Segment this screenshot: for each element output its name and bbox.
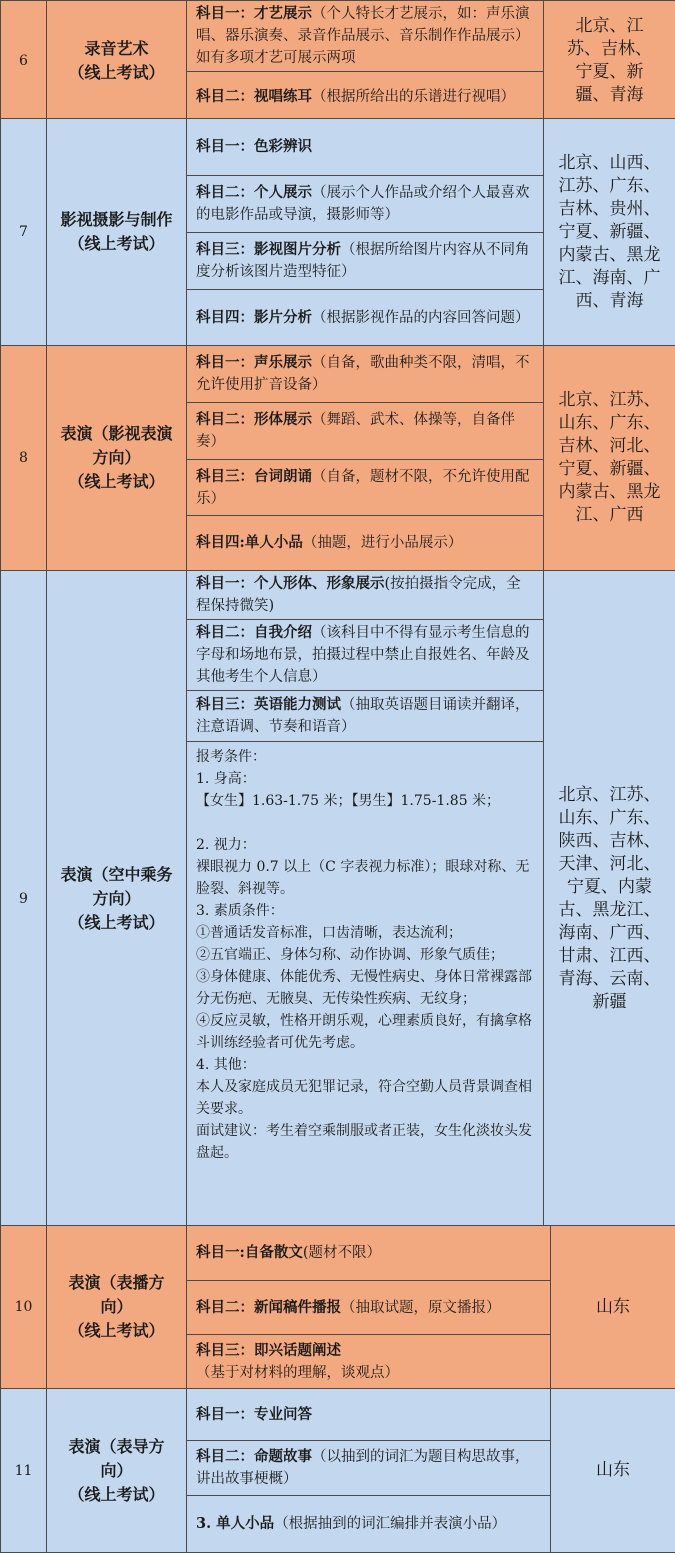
regions-cell [544, 1, 675, 122]
subject-title: 科目一：声乐展示 [196, 354, 312, 371]
subject-cell [187, 119, 544, 176]
major-name-line: （线上考试） [47, 470, 186, 494]
subject-desc: （根据抽到的词汇编排并表演小品） [274, 1516, 506, 1532]
subject-cell [187, 1281, 551, 1335]
subject-desc: （根据所给出的乐谱进行视唱） [312, 89, 515, 105]
subject-desc: （抽题，进行小品展示） [303, 535, 463, 551]
subject-desc: （抽取英语题目诵读并翻译，注意语调、节奏和语音） [196, 697, 530, 735]
subject-desc: （根据影视作品的内容回答问题） [312, 310, 530, 326]
subject-cell [187, 1389, 551, 1441]
regions-cell [551, 1226, 675, 1389]
major-name [47, 346, 187, 571]
subject-title: 科目三：英语能力测试 [196, 696, 341, 713]
major-name-line: （线上考试） [47, 1483, 186, 1507]
row-number: 7 [1, 119, 47, 346]
major-name [47, 119, 187, 346]
subject-cell [187, 290, 544, 346]
major-name-line: （线上考试） [47, 232, 186, 256]
subject-desc: （展示个人作品或介绍个人最喜欢的电影作品或导演，摄影师等） [196, 185, 530, 223]
exam-row-10 [0, 1225, 675, 1389]
requirements-line: 本人及家庭成员无犯罪记录，符合空勤人员背景调查相关要求。 [196, 1076, 534, 1120]
requirements-line: ④反应灵敏，性格开朗乐观，心理素质良好，有擒拿格斗训练经验者可优先考虑。 [196, 1010, 534, 1054]
requirements-line: 裸眼视力 0.7 以上（C 字表视力标准）；眼球对称、无脸裂、斜视等。 [196, 856, 534, 900]
subject-cell [187, 1, 544, 72]
row-number: 9 [1, 571, 47, 1228]
row-number: 8 [1, 346, 47, 571]
major-name [47, 1, 187, 122]
requirements-line: ①普通话发音标准，口齿清晰，表达流利； [196, 922, 534, 944]
subject-title: 科目四：影片分析 [196, 309, 312, 326]
subject-title: 科目四:单人小品 [196, 534, 303, 551]
subject-cell [187, 691, 544, 742]
requirements-line: 1. 身高： [196, 768, 534, 790]
row-number: 10 [1, 1226, 47, 1389]
subject-title: 科目一：才艺展示 [196, 5, 312, 22]
subject-title: 科目二：形体展示 [196, 411, 312, 428]
subject-cell [187, 1226, 551, 1281]
regions-text: 北京、江苏、山东、广东、陕西、吉林、天津、河北、宁夏、内蒙古、黑龙江、海南、广西、甘肃、江西、青海、云南、新疆 [551, 784, 669, 1014]
subject-desc: （自备，题材不限，不允许使用配乐） [196, 469, 530, 507]
requirements-line: 4. 其他： [196, 1054, 534, 1076]
regions-text: 北京、山西、江苏、广东、吉林、贵州、宁夏、新疆、内蒙古、黑龙江、海南、广西、青海 [555, 152, 665, 313]
subject-desc: （抽取试题，原文播报） [341, 1300, 501, 1316]
subject-cell [187, 403, 544, 460]
exam-row-6 [0, 0, 675, 122]
subject-title: 科目三：影视图片分析 [196, 241, 341, 258]
major-name-line: 影视摄影与制作 [47, 208, 186, 232]
requirements-line: 【女生】1.63-1.75 米；【男生】1.75-1.85 米； [196, 790, 534, 812]
requirements-line: ③身体健康、体能优秀、无慢性病史、身体日常裸露部分无伤疤、无腋臭、无传染性疾病、无纹身； [196, 966, 534, 1010]
exam-row-8 [0, 345, 675, 571]
major-name-line: 向） [47, 1295, 186, 1319]
subject-cell [187, 1496, 551, 1553]
regions-cell [551, 1389, 675, 1553]
subject-title: 科目一:自备散文 [196, 1244, 303, 1261]
exam-row-7 [0, 118, 675, 346]
subject-desc: （舞蹈、武术、体操等，自备伴奏） [196, 412, 515, 450]
subject-title: 科目三：即兴话题阐述 [196, 1342, 341, 1359]
subject-desc: （该科目中不得有显示考生信息的字母和场地布景，拍摄过程中禁止自报姓名、年龄及其他考生个人信息） [196, 625, 530, 685]
subject-title: 科目二：新闻稿件播报 [196, 1299, 341, 1316]
subject-desc: (题材不限） [303, 1245, 381, 1261]
major-name-line: 录音艺术 [47, 37, 186, 61]
subject-cell [187, 1441, 551, 1496]
major-name-line: 表演（表播方 [47, 1271, 186, 1295]
subject-title: 科目二：个人展示 [196, 184, 312, 201]
subject-desc: （个人特长才艺展示，如：声乐演唱、器乐演奏、录音作品展示、音乐制作作品展示）如有多项才艺可展示两项 [196, 6, 530, 66]
subject-desc: （自备，歌曲种类不限，清唱，不允许使用扩音设备） [196, 355, 530, 393]
subject-desc: (按拍摄指令完成，全程保持微笑) [196, 576, 521, 614]
major-name-line: 表演（影视表演 [47, 422, 186, 446]
regions-text: 北京、江苏、吉林、宁夏、新疆、青海 [560, 15, 660, 107]
subject-title: 科目一：色彩辨识 [196, 138, 312, 155]
regions-text: 山东 [596, 1296, 630, 1319]
major-name-line: 表演（空中乘务 [47, 863, 186, 887]
regions-text: 山东 [596, 1459, 630, 1482]
subject-title: 科目二：命题故事 [196, 1448, 312, 1465]
exam-row-11 [0, 1388, 675, 1553]
subject-cell [187, 571, 544, 620]
subject-desc: （根据所给图片内容从不同角度分析该图片造型特征） [196, 242, 530, 280]
requirements-line: 面试建议：考生着空乘制服或者正装，女生化淡妆头发盘起。 [196, 1120, 534, 1164]
subject-cell [187, 460, 544, 516]
requirements-line: ②五官端正、身体匀称、动作协调、形象气质佳； [196, 944, 534, 966]
subject-desc: （基于对材料的理解，谈观点） [196, 1365, 399, 1381]
requirements-line [196, 812, 534, 834]
requirements-line: 3. 素质条件： [196, 900, 534, 922]
major-name-line: （线上考试） [47, 1319, 186, 1343]
subject-title: 科目三：台词朗诵 [196, 468, 312, 485]
subject-title: 3. 单人小品 [196, 1515, 274, 1532]
row-number: 11 [1, 1389, 47, 1553]
subject-title: 科目二：自我介绍 [196, 624, 312, 641]
requirements-line: 报考条件： [196, 746, 534, 768]
subject-cell [187, 233, 544, 290]
subject-title: 科目一：专业问答 [196, 1406, 312, 1423]
regions-cell [544, 119, 675, 346]
subject-title: 科目二：视唱练耳 [196, 88, 312, 105]
major-name [47, 1226, 187, 1389]
subject-title: 科目一：个人形体、形象展示 [196, 575, 385, 592]
major-name [47, 571, 187, 1228]
subject-cell [187, 516, 544, 571]
subject-cell [187, 346, 544, 403]
subject-cell [187, 72, 544, 122]
major-name-line: 向） [47, 1459, 186, 1483]
major-name-line: 方向） [47, 887, 186, 911]
exam-row-9 [0, 570, 675, 1228]
subject-cell [187, 1335, 551, 1389]
major-name-line: 方向） [47, 446, 186, 470]
subject-cell [187, 176, 544, 233]
major-name-line: （线上考试） [47, 911, 186, 935]
regions-text: 北京、江苏、山东、广东、吉林、河北、宁夏、新疆、内蒙古、黑龙江、广西 [555, 389, 665, 527]
subject-cell [187, 620, 544, 691]
major-name-line: 表演（表导方 [47, 1435, 186, 1459]
requirements-cell [187, 742, 544, 1228]
regions-cell [544, 571, 675, 1228]
row-number: 6 [1, 1, 47, 122]
subject-desc: （以抽到的词汇为题目构思故事，讲出故事梗概） [196, 1449, 530, 1487]
requirements-line: 2. 视力： [196, 834, 534, 856]
regions-cell [544, 346, 675, 571]
major-name [47, 1389, 187, 1553]
major-name-line: （线上考试） [47, 61, 186, 85]
